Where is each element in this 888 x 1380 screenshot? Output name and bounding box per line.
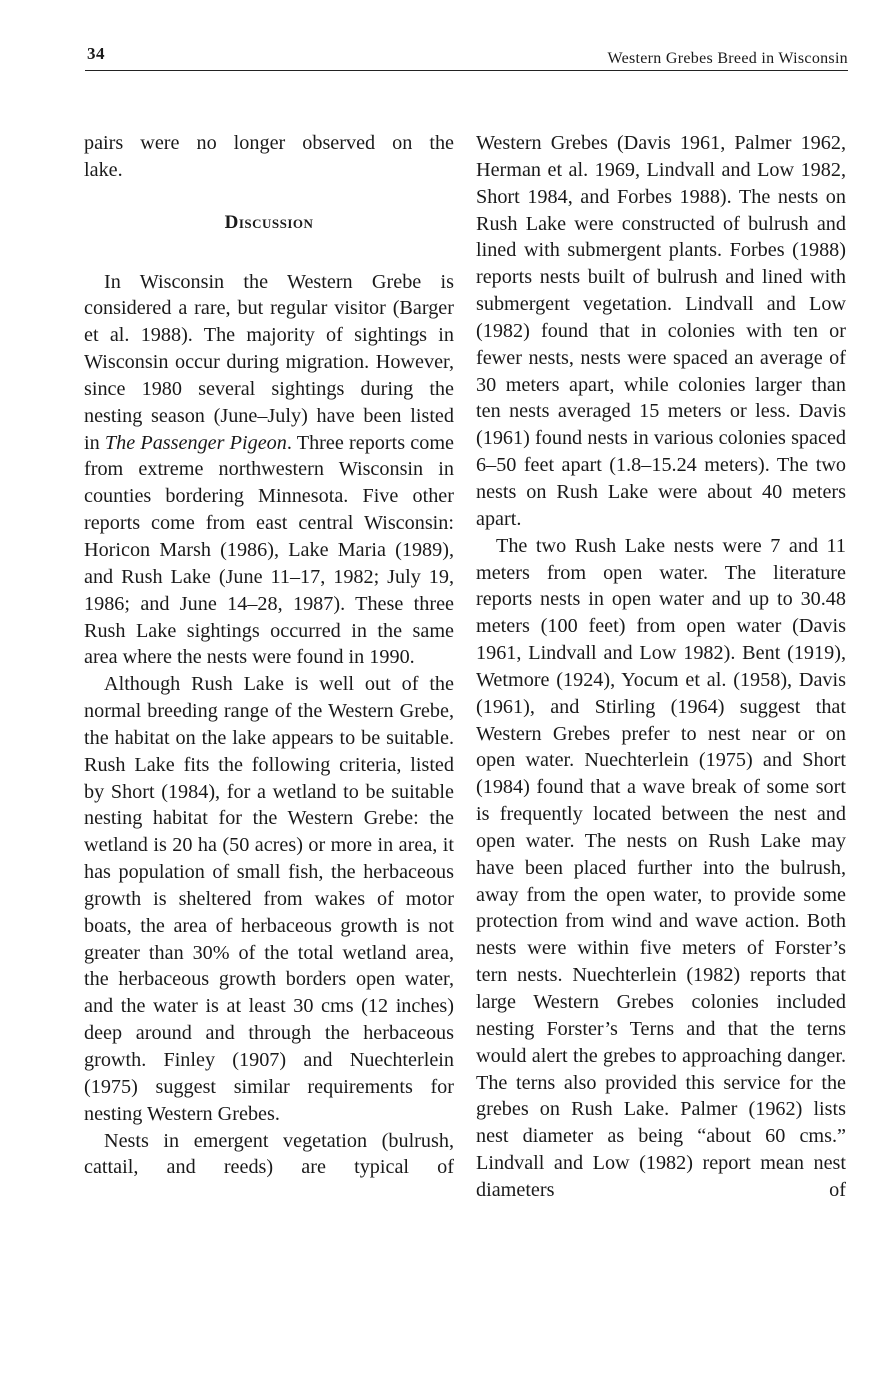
page-header (85, 42, 848, 71)
left-column (84, 130, 454, 1181)
continued-text-line: pairs were no longer observed on the (84, 132, 454, 154)
open-water-paragraph: The two Rush Lake nests were 7 and 11 meters from open water. The literature reports nests in open water and up to 30.48 meters (100 feet) from open water (Davis 1961, Lindvall and Low 1982). Bent (1919), Wetmore (1924), Yocum et al. (1958), Davis (1961), and Stirling (1964) suggest that Western Grebes prefer to nest near or on open water. Nuechterlein (1975) and Short (1984) found that a wave break of some sort is frequently located between the nest and open water. The nests on Rush Lake may have been placed further into the bulrush, away from the open water, to provide some protection from wind and wave action. Both nests were within five meters of Forster’s tern nests. Nuechterlein (1982) reports that large Western Grebes colonies included nesting Forster’s Terns and that the terns would alert the grebes to approaching danger. The terns also provided this service for the grebes on Rush Lake. Palmer (1962) lists nest diameter as being “about 60 cms.” Lindvall and Low (1982) report mean nest diameters of (476, 534, 846, 1201)
continued-text-line: lake. (84, 158, 123, 181)
paragraph-text: In Wisconsin the Western Grebe is considered a rare, but regular visitor (Barger et al. 1988). The majority of sightings in Wisconsin occur during migration. However, since 1980 several sightings during the nesting season (June–July) have been listed in (84, 270, 454, 454)
page-number: 34 (87, 44, 105, 63)
paragraph-text: . Three reports come from extreme northwestern Wisconsin in counties bordering Minnesota. Five other reports come from east central Wisconsin: Horicon Marsh (1986), Lake Maria (1989), and Rush Lake (June 11–17, 1982; July 19, 1986; and June 14–28, 1987). These three Rush Lake sightings occurred in the same area where the nests were found in 1990. (84, 431, 454, 669)
right-column (476, 130, 846, 1204)
discussion-paragraph (84, 269, 454, 672)
running-title: Western Grebes Breed in Wisconsin (607, 50, 848, 67)
nests-paragraph-continued: Western Grebes (Davis 1961, Palmer 1962, Herman et al. 1969, Lindvall and Low 1982, Short 1984, and Forbes 1988). The nests on Rush Lake were constructed of bulrush and lined with submergent plants. Forbes (1988) reports nests built of bulrush and lined with submergent vegetation. Lindvall and Low (1982) found that in colonies with ten or fewer nests, nests were spaced an average of 30 meters apart, while colonies larger than ten nests averaged 15 meters or less. Davis (1961) found nests in various colonies spaced 6–50 feet apart (1.8–15.24 meters). The two nests on Rush Lake were about 40 meters apart. (476, 132, 846, 530)
section-heading: Discussion (224, 211, 314, 233)
nests-paragraph: Nests in emergent vegetation (bulrush, cattail, and reeds) are typical of (84, 1129, 454, 1179)
journal-title: The Passenger Pigeon (104, 431, 287, 454)
habitat-paragraph: Although Rush Lake is well out of the normal breeding range of the Western Grebe, the habitat on the lake appears to be suitable. Rush Lake fits the following criteria, listed by Short (1984), for a wetland to be suitable nesting habitat for the Western Grebe: the wetland is 20 ha (50 acres) or more in area, it has population of small fish, the herbaceous growth is sheltered from wakes of motor boats, the area of herbaceous growth is not greater than 30% of the total wetland area, the herbaceous growth borders open water, and the water is at least 30 cms (12 inches) deep around and through the herbaceous growth. Finley (1907) and Nuechterlein (1975) suggest similar requirements for nesting Western Grebes. (84, 673, 454, 1125)
